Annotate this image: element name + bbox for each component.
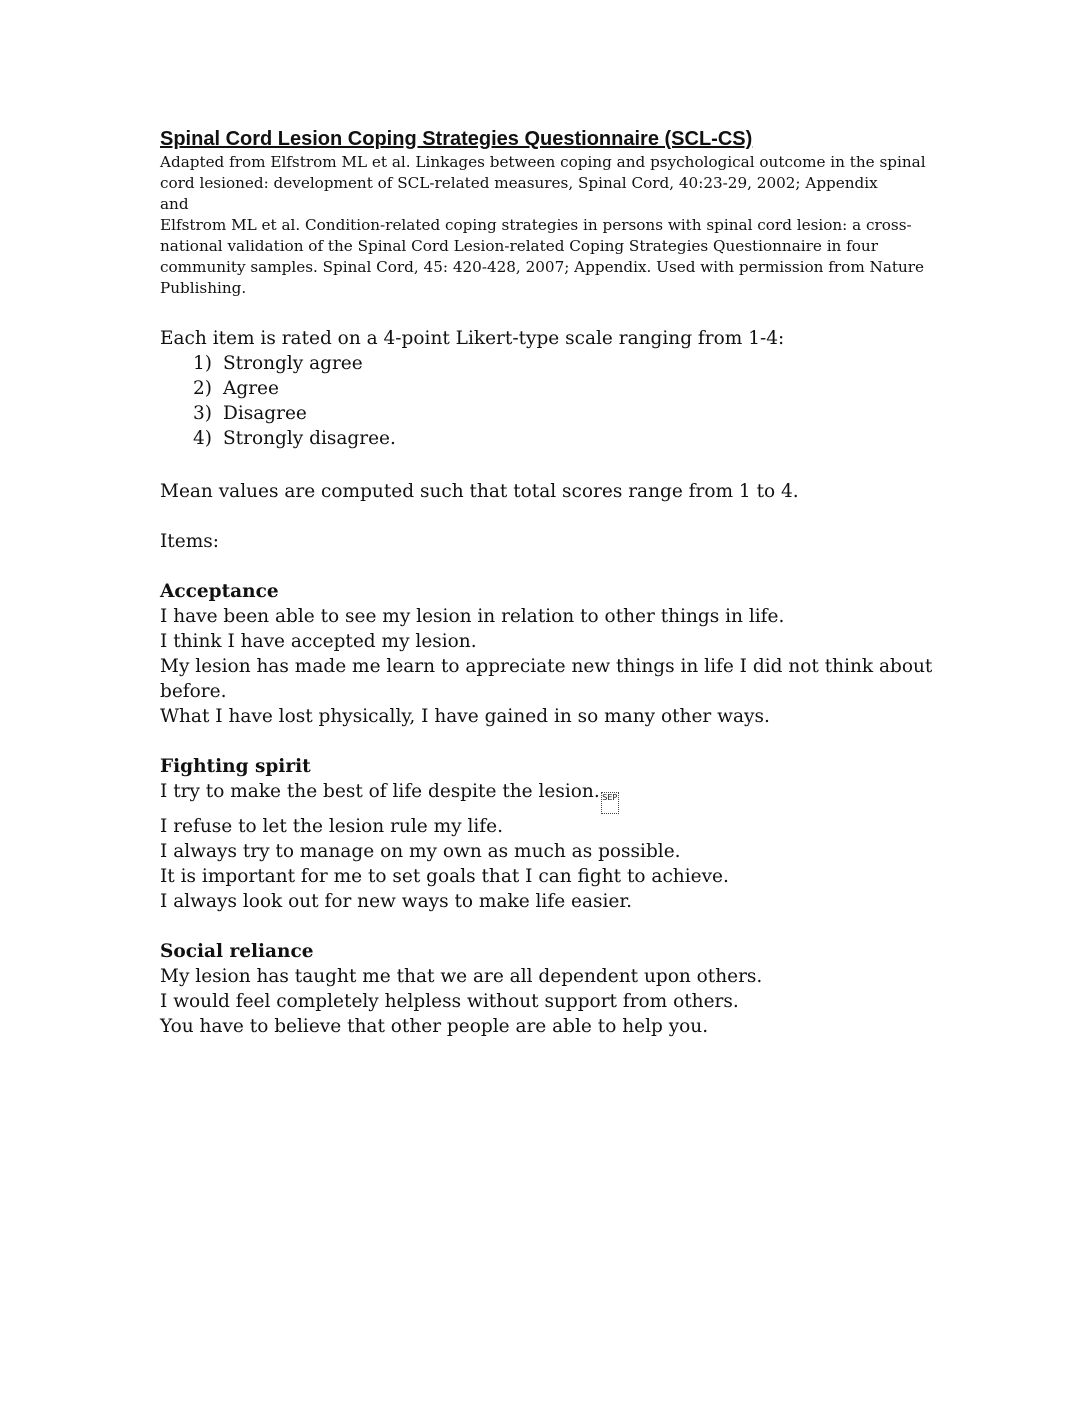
scale-option-number: 1) [193,353,212,374]
scale-option-label: Strongly disagree. [223,428,396,449]
item-line: You have to believe that other people are able to help you. [160,1016,709,1037]
citation-line: national validation of the Spinal Cord Lesion-related Coping Strategies Questionnaire in four [160,237,878,255]
item-line: I always look out for new ways to make life easier. [160,891,633,912]
document-title: Spinal Cord Lesion Coping Strategies Questionnaire (SCL-CS) [160,128,753,150]
scale-option-label: Disagree [223,403,307,424]
item-line: It is important for me to set goals that I can fight to achieve. [160,866,729,887]
item-line: before. [160,681,227,702]
item-line: I think I have accepted my lesion. [160,631,477,652]
document-content [160,127,940,1039]
scale-option-label: Strongly agree [223,353,363,374]
citation-block [160,152,926,299]
section-title-acceptance: Acceptance [160,581,279,602]
scale-option-number: 4) [193,428,212,449]
scale-option-number: 3) [193,403,212,424]
citation-line: Publishing. [160,279,247,297]
item-line: I have been able to see my lesion in relation to other things in life. [160,606,785,627]
citation-line: Adapted from Elfstrom ML et al. Linkages between coping and psychological outcome in the spinal [160,153,926,171]
items-label: Items: [160,531,219,552]
sep-glyph-icon: SEP [601,792,619,814]
citation-line: community samples. Spinal Cord, 45: 420-428, 2007; Appendix. Used with permission from Nature [160,258,925,276]
mean-note: Mean values are computed such that total scores range from 1 to 4. [160,481,799,502]
item-line: My lesion has made me learn to appreciate new things in life I did not think about [160,656,933,677]
section-title-fighting-spirit: Fighting spirit [160,756,311,777]
section-title-social-reliance: Social reliance [160,941,314,962]
section-items-acceptance [160,604,940,729]
item-line: My lesion has taught me that we are all dependent upon others. [160,966,763,987]
item-line: What I have lost physically, I have gained in so many other ways. [160,706,770,727]
scale-option [193,376,940,401]
item-line: I always try to manage on my own as much as possible. [160,841,681,862]
scale-option-label: Agree [223,378,279,399]
scale-option [193,351,940,376]
citation-line: cord lesioned: development of SCL-related measures, Spinal Cord, 40:23-29, 2002; Appendix [160,174,878,192]
item-line: I would feel completely helpless without support from others. [160,991,739,1012]
item-line [160,779,940,814]
scale-intro: Each item is rated on a 4-point Likert-type scale ranging from 1-4: [160,328,785,349]
scale-option [193,426,940,451]
scale-option [193,401,940,426]
item-line-text: I try to make the best of life despite the lesion. [160,781,600,802]
scale-options-list [160,351,940,451]
section-items-fighting-spirit [160,779,940,914]
item-line: I refuse to let the lesion rule my life. [160,816,503,837]
scale-option-number: 2) [193,378,212,399]
section-items-social-reliance [160,964,940,1039]
citation-line: and [160,195,189,213]
citation-line: Elfstrom ML et al. Condition-related coping strategies in persons with spinal cord lesion: a cross- [160,216,912,234]
